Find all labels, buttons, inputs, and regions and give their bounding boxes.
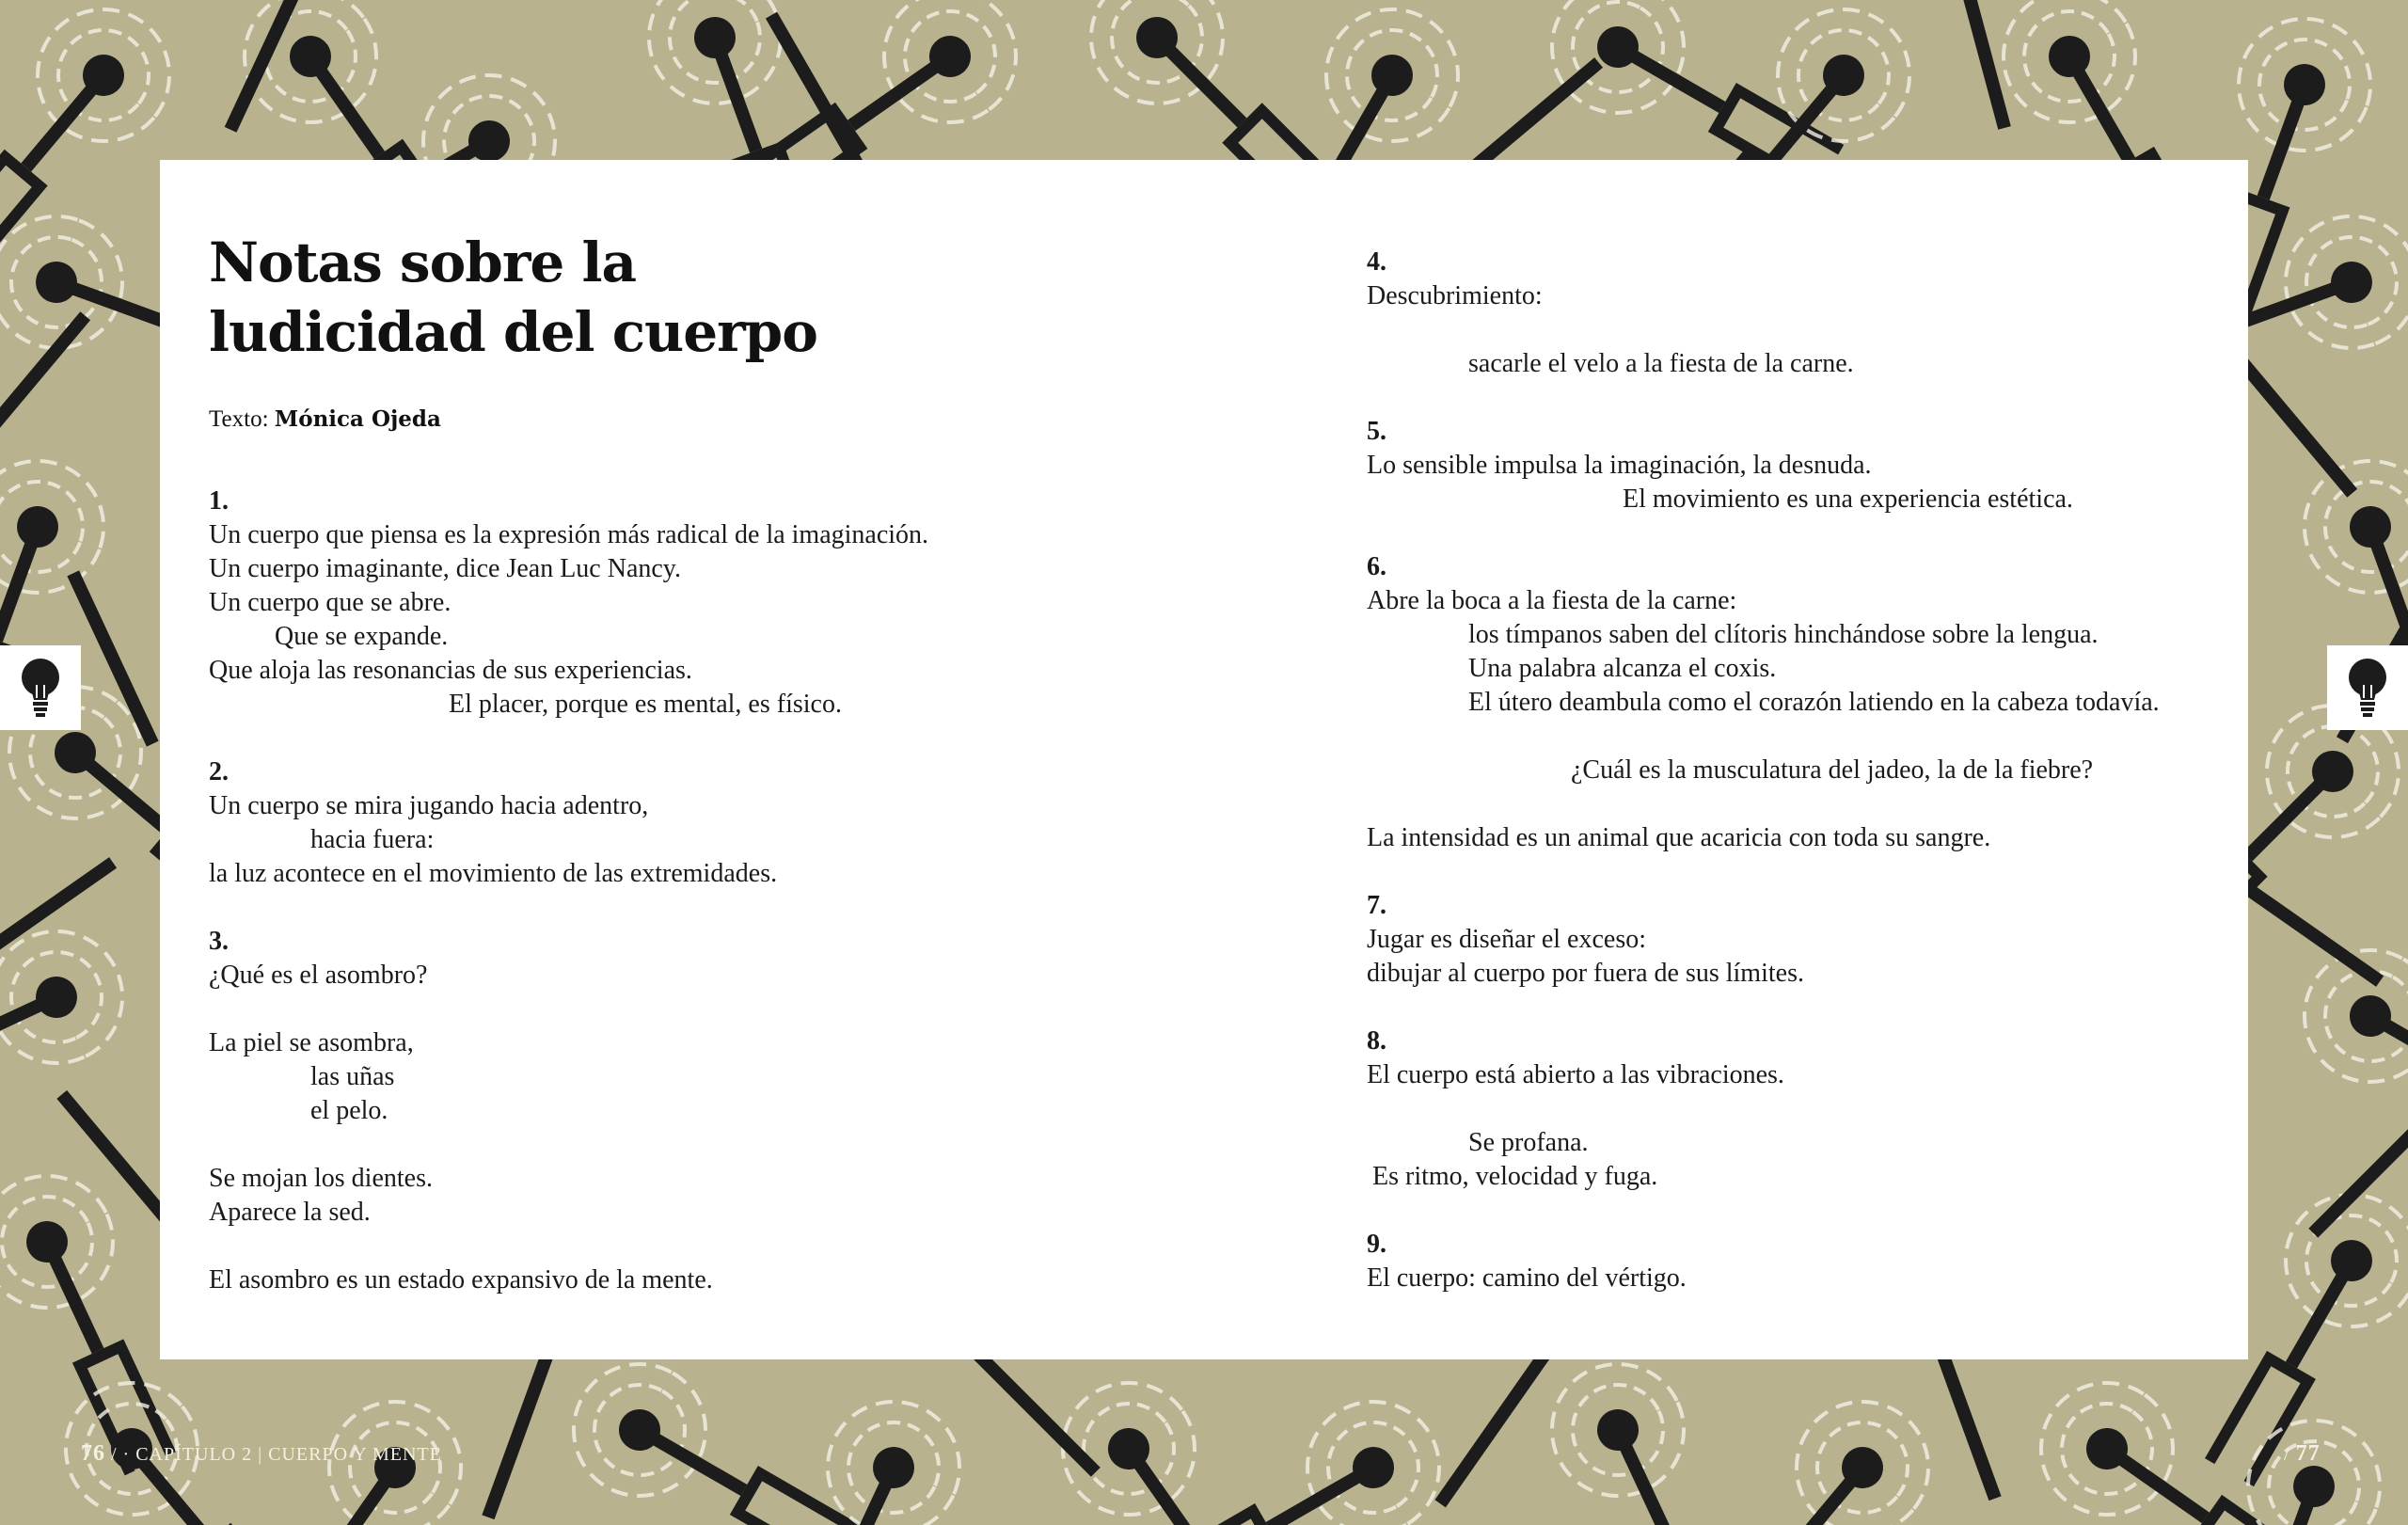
poem-line: Aparece la sed. <box>209 1198 371 1227</box>
page-number-left: 76 <box>81 1441 105 1466</box>
poem-line: El cuerpo está abierto a las vibraciones. <box>1367 1060 1784 1089</box>
footer-right <box>2284 1441 2321 1467</box>
poem-line: los tímpanos saben del clítoris hinchándose sobre la lengua. <box>1468 620 2099 649</box>
author-name: Mónica Ojeda <box>274 406 441 432</box>
section-number: 8. <box>1367 1026 1386 1056</box>
poem-line: La piel se asombra, <box>209 1028 414 1057</box>
poem-line: Que se expande. <box>275 622 449 651</box>
poem-line: El placer, porque es mental, es físico. <box>449 690 842 719</box>
author-credit <box>209 406 441 433</box>
poem-line: El cuerpo: camino del vértigo. <box>1367 1263 1687 1293</box>
fork-stem-shape <box>0 311 90 479</box>
poem-line: Descubrimiento: <box>1367 281 1543 310</box>
tuning-fork-icon <box>1129 1377 1464 1525</box>
poem-line: Abre la boca a la fiesta de la carne: <box>1367 586 1737 615</box>
lightbulb-icon <box>18 657 63 719</box>
footer-separator: / · <box>111 1444 136 1465</box>
poem-line: Un cuerpo imaginante, dice Jean Luc Nancy. <box>209 554 681 583</box>
poem-line: La intensidad es un animal que acaricia con toda su sangre. <box>1367 823 1991 852</box>
footer-separator: / <box>2284 1444 2296 1465</box>
tuning-fork-icon <box>1655 1374 1955 1525</box>
footer-separator: | <box>258 1444 269 1465</box>
poem-line: ¿Qué es el asombro? <box>209 961 428 990</box>
article-title <box>209 228 817 367</box>
poem-line: las uñas <box>310 1062 395 1091</box>
title-line-2: ludicidad del cuerpo <box>209 300 817 364</box>
poem-line: la luz acontece en el movimiento de las extremidades. <box>209 859 778 888</box>
lightbulb-tab-right <box>2327 645 2408 730</box>
lightbulb-tab-left <box>0 645 81 730</box>
poem-line: ¿Cuál es la musculatura del jadeo, la de la fiebre? <box>1571 755 2094 785</box>
title-line-1: Notas sobre la <box>209 230 637 294</box>
poem-line: Es ritmo, velocidad y fuga. <box>1372 1162 1658 1191</box>
section-number: 5. <box>1367 417 1386 446</box>
poem-line: El asombro es un estado expansivo de la mente. <box>209 1265 713 1295</box>
tuning-fork-icon <box>1530 1342 1781 1525</box>
poem-line: Jugar es diseñar el exceso: <box>1367 925 1646 954</box>
tuning-fork-icon <box>0 910 144 1160</box>
poem-line: El útero deambula como el corazón latiendo en la cabeza todavía. <box>1468 688 2160 717</box>
poem-line: dibujar al cuerpo por fuera de sus límites. <box>1367 959 1804 988</box>
tuning-fork-icon <box>731 1380 981 1525</box>
poem-line: el pelo. <box>310 1096 388 1125</box>
section-number: 1. <box>209 486 229 516</box>
section-number: 3. <box>209 927 229 956</box>
article-panel <box>160 160 2248 1359</box>
section-number: 4. <box>1367 247 1386 277</box>
poem-line: Un cuerpo que se abre. <box>209 588 452 617</box>
fork-stem-shape <box>1940 0 2011 130</box>
section-number: 9. <box>1367 1230 1386 1259</box>
page-number-right: 77 <box>2295 1441 2321 1466</box>
poem-line: El movimiento es una experiencia estética. <box>1623 485 2073 514</box>
credit-label: Texto: <box>209 406 269 432</box>
poem-line: Una palabra alcanza el coxis. <box>1468 654 1777 683</box>
poem-line: Un cuerpo que piensa es la expresión más radical de la imaginación. <box>209 520 929 549</box>
poem-line: hacia fuera: <box>310 825 435 854</box>
chapter-label: CAPÍTULO 2 <box>135 1444 253 1465</box>
lightbulb-icon <box>2345 657 2390 719</box>
poem-line: sacarle el velo a la fiesta de la carne. <box>1468 349 1854 378</box>
poem-line: Lo sensible impulsa la imaginación, la desnuda. <box>1367 451 1872 480</box>
section-number: 2. <box>209 757 229 786</box>
poem-line: Se mojan los dientes. <box>209 1164 433 1193</box>
poem-line: Que aloja las resonancias de sus experiencias. <box>209 656 692 685</box>
section-label: CUERPO Y MENTE <box>268 1444 442 1465</box>
poem-line: Un cuerpo se mira jugando hacia adentro, <box>209 791 649 820</box>
poem-line: Se profana. <box>1468 1128 1589 1157</box>
section-number: 7. <box>1367 891 1386 920</box>
tuning-fork-icon <box>1038 1358 1323 1525</box>
section-number: 6. <box>1367 552 1386 581</box>
footer-left <box>81 1441 442 1467</box>
fork-stem-shape <box>0 857 117 987</box>
